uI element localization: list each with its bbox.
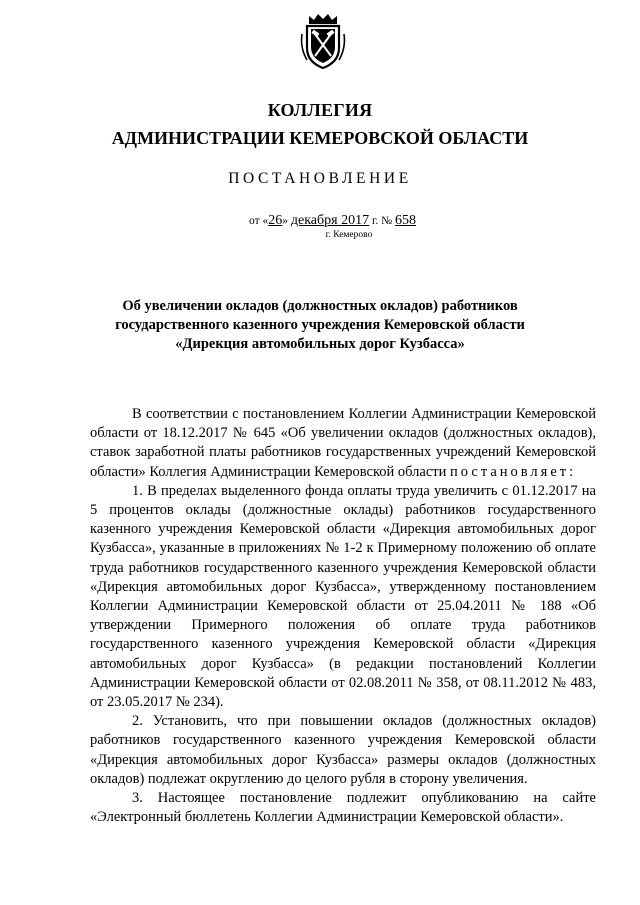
kemerovo-coat-of-arms-icon — [299, 12, 347, 70]
preamble-text: В соответствии с постановлением Коллегии Администрации Кемеровской области от 18.12.2017 № 645 «Об увеличении окладов (должностных окладов), ставок заработной платы работников государственных учреждений Кемеровской области» Коллегия Администрации Кемеровской области — [90, 406, 596, 480]
title-line-1: Об увеличении окладов (должностных окладов) работников — [122, 298, 518, 314]
date-month-year: декабря 2017 — [290, 213, 370, 228]
resolves-word: постановляет: — [450, 463, 577, 480]
document-title — [100, 297, 540, 354]
date-year-suffix: г. — [371, 215, 379, 227]
date-day: 26 — [268, 213, 283, 228]
org-name-line2: АДМИНИСТРАЦИИ КЕМЕРОВСКОЙ ОБЛАСТИ — [111, 128, 529, 148]
date-line — [249, 213, 416, 229]
org-name-line1: КОЛЛЕГИЯ — [267, 100, 373, 120]
document-number: 658 — [394, 213, 416, 228]
paragraph-preamble — [90, 405, 596, 482]
number-label: № — [381, 215, 393, 227]
date-sep: » — [282, 215, 288, 227]
document-type: ПОСТАНОВЛЕНИЕ — [228, 170, 412, 187]
paragraph-3: 3. Настоящее постановление подлежит опубликованию на сайте «Электронный бюллетень Коллегии Администрации Кемеровской области». — [90, 790, 596, 826]
document-body — [90, 405, 596, 827]
paragraph-1: 1. В пределах выделенного фонда оплаты труда увеличить с 01.12.2017 на 5 процентов оклады (должностные оклады) работников государственного казенного учреждения Кемеровской области «Дирекция автомобильных дорог Кузбасса», указанные в приложениях № 1-2 к Примерному положению об оплате труда работников государственного казенного учреждения Кемеровской области «Дирекция автомобильных дорог Кузбасса», утвержденному постановлением Коллегии Администрации Кемеровской области от 25.04.2011 № 188 «Об утверждении Примерного положения об оплате труда работников государственного казенного учреждения Кемеровской области «Дирекция автомобильных дорог Кузбасса» (в редакции постановлений Коллегии Администрации Кемеровской области от 02.08.2011 № 358, от 08.11.2012 № 483, от 23.05.2017 № 234). — [90, 482, 596, 711]
paragraph-2: 2. Установить, что при повышении окладов (должностных окладов) работников государственного казенного учреждения Кемеровской области «Дирекция автомобильных дорог Кузбасса» размеры окладов (должностных окладов) подлежат округлению до целого рубля в сторону увеличения. — [90, 713, 596, 787]
place: г. Кемерово — [325, 230, 373, 240]
date-prefix: от « — [249, 215, 269, 227]
title-line-3: «Дирекция автомобильных дорог Кузбасса» — [175, 336, 465, 352]
title-line-2: государственного казенного учреждения Кемеровской области — [115, 317, 525, 333]
